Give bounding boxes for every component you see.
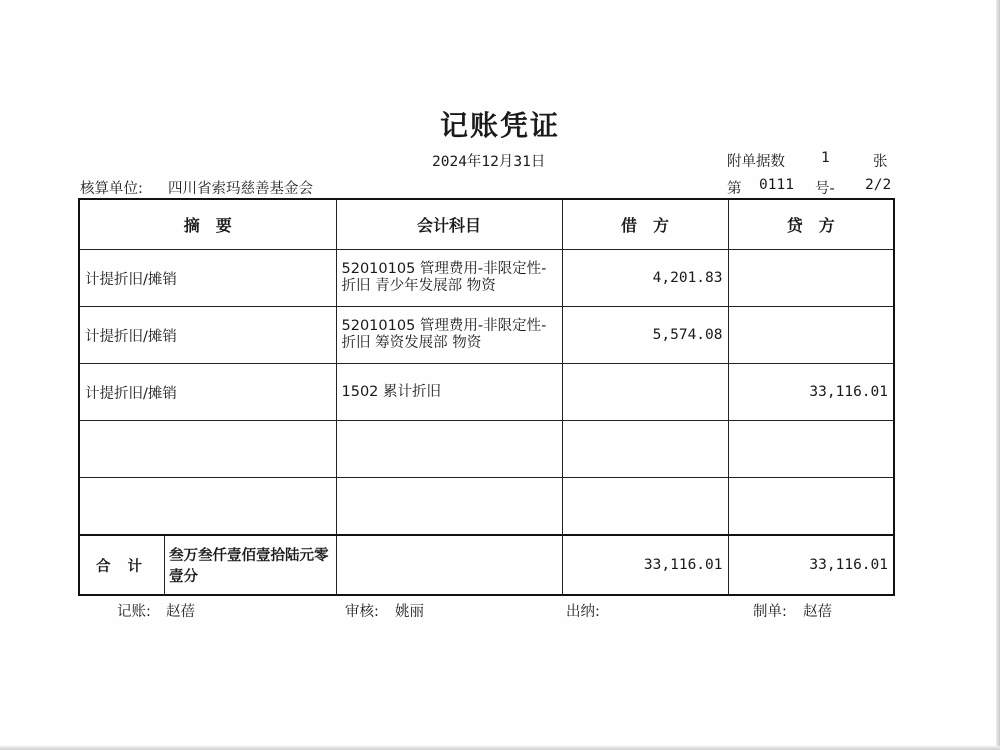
preparer-name: 赵蓓 bbox=[803, 604, 832, 620]
row-debit: 5,574.08 bbox=[562, 307, 728, 364]
table-row bbox=[79, 250, 894, 307]
account-line: 52010105 管理费用-非限定性- bbox=[341, 261, 547, 277]
reviewer-label: 审核: bbox=[345, 604, 379, 620]
header-debit: 借 方 bbox=[562, 199, 728, 250]
total-row bbox=[79, 535, 894, 595]
row-summary: 计提折旧/摊销 bbox=[79, 250, 336, 307]
header-summary: 摘 要 bbox=[79, 199, 336, 250]
account-line: 1502 累计折旧 bbox=[341, 383, 442, 400]
row-account bbox=[336, 421, 562, 478]
row-account bbox=[336, 250, 562, 307]
row-debit: 4,201.83 bbox=[562, 250, 728, 307]
table-header-row bbox=[79, 199, 894, 250]
total-cell bbox=[79, 535, 336, 595]
row-credit: 33,116.01 bbox=[728, 364, 894, 421]
account-line: 52010105 管理费用-非限定性- bbox=[341, 318, 547, 334]
total-account-blank bbox=[336, 535, 562, 595]
row-account bbox=[336, 478, 562, 536]
table-row-empty bbox=[79, 478, 894, 536]
scan-edge-bottom bbox=[0, 746, 1000, 750]
voucher-table bbox=[78, 198, 895, 596]
row-credit bbox=[728, 478, 894, 536]
account-line: 折旧 青少年发展部 物资 bbox=[341, 278, 496, 294]
bookkeeper-name: 赵蓓 bbox=[166, 604, 195, 620]
row-account bbox=[336, 307, 562, 364]
total-amount-in-words: 叁万叁仟壹佰壹拾陆元零壹分 bbox=[169, 548, 329, 585]
reviewer-name: 姚丽 bbox=[395, 604, 424, 620]
account-line: 折旧 筹资发展部 物资 bbox=[341, 335, 482, 351]
unit-name: 四川省索玛慈善基金会 bbox=[168, 181, 313, 197]
row-debit bbox=[562, 478, 728, 536]
row-credit bbox=[728, 250, 894, 307]
table-row bbox=[79, 307, 894, 364]
row-debit bbox=[562, 421, 728, 478]
preparer-label: 制单: bbox=[753, 604, 787, 620]
voucher-title: 记账凭证 bbox=[439, 109, 560, 142]
total-debit: 33,116.01 bbox=[562, 535, 728, 595]
bookkeeper-label: 记账: bbox=[117, 604, 151, 620]
cashier-label: 出纳: bbox=[566, 604, 600, 620]
unit-label: 核算单位: bbox=[80, 181, 143, 197]
header-credit: 贷 方 bbox=[728, 199, 894, 250]
header-account: 会计科目 bbox=[336, 199, 562, 250]
row-summary bbox=[79, 421, 336, 478]
row-debit bbox=[562, 364, 728, 421]
row-summary: 计提折旧/摊销 bbox=[79, 364, 336, 421]
row-credit bbox=[728, 421, 894, 478]
voucher-date: 2024年12月31日 bbox=[432, 154, 546, 170]
row-summary bbox=[79, 478, 336, 536]
total-label: 合 计 bbox=[80, 536, 165, 594]
number-suffix: 号- bbox=[815, 181, 835, 197]
row-credit bbox=[728, 307, 894, 364]
voucher-page: 2/2 bbox=[865, 177, 892, 193]
table-row bbox=[79, 364, 894, 421]
number-prefix: 第 bbox=[727, 181, 742, 197]
attachments-count: 1 bbox=[821, 150, 830, 166]
row-summary: 计提折旧/摊销 bbox=[79, 307, 336, 364]
voucher-number: 0111 bbox=[759, 177, 794, 193]
total-credit: 33,116.01 bbox=[728, 535, 894, 595]
table-row-empty bbox=[79, 421, 894, 478]
row-account bbox=[336, 364, 562, 421]
attachments-label: 附单据数 bbox=[727, 154, 785, 170]
attachments-unit: 张 bbox=[873, 154, 888, 170]
